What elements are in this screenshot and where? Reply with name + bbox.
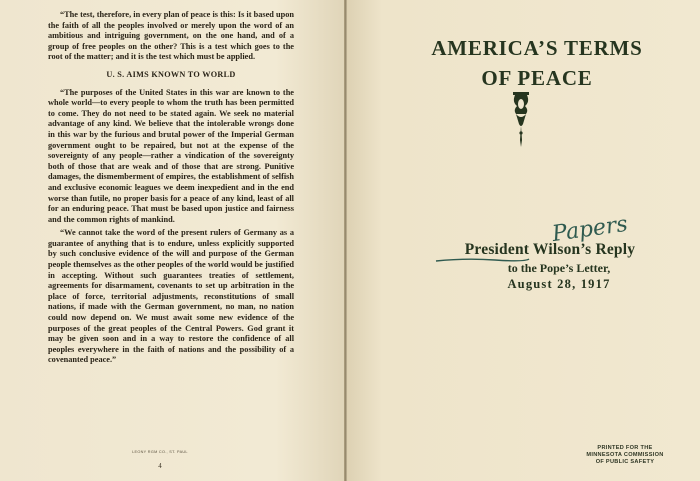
section-heading: U. S. AIMS KNOWN TO WORLD bbox=[106, 69, 236, 79]
paragraph-purposes: “The purposes of the United States in this war are known to the whole world—to every people to whom the truth has been permitted to come. They do not need to be stated again. We seek no material advantage of any kind. We believe that the intolerable wrongs done in this war by the furious and brutal power of the Imperial German government ought to be repaired, but not at the expense of the sovereignty of any people—rather a vindication of the sovereignty both of those that are weak and of those that are strong. Punitive damages, the dismemberment of empires, the establishment of selfish and exclusive economic leagues we deem inexpedient and in the end worse than futile, no proper basis for a peace of any kind, least of all for an enduring peace. That must be based upon justice and fairness and the common rights of mankind. bbox=[48, 87, 294, 224]
cover-title-line1: AMERICA’S TERMS bbox=[431, 36, 643, 60]
letter-text-column bbox=[48, 10, 294, 369]
subtitle-date: August 28, 1917 bbox=[507, 277, 611, 291]
handwritten-note-text: Papers bbox=[550, 211, 630, 248]
left-page bbox=[0, 0, 344, 481]
subtitle-line2: to the Pope’s Letter, bbox=[507, 261, 611, 275]
publisher-line2: MINNESOTA COMMISSION bbox=[586, 452, 664, 458]
publisher-line3: OF PUBLIC SAFETY bbox=[595, 459, 655, 465]
pencil-underline bbox=[435, 257, 530, 263]
subtitle-block bbox=[435, 240, 665, 293]
printer-mark: LEONY RGM CO., ST. PAUL bbox=[132, 450, 188, 454]
page-number: 4 bbox=[158, 462, 162, 470]
cover-page bbox=[347, 0, 700, 481]
publisher-imprint bbox=[575, 445, 675, 466]
cover-title bbox=[407, 33, 667, 93]
cover-title-line2: OF PEACE bbox=[481, 66, 593, 90]
paragraph-test-of-peace: “The test, therefore, in every plan of peace is this: Is it based upon the faith of all the peoples involved or merely upon the word of an ambitious and intriguing government, on the one hand, and of a group of free peoples on the other? This is a test which goes to the root of the matter; and it is the test which must be applied. bbox=[48, 10, 294, 62]
subtitle-line1: President Wilson’s Reply bbox=[464, 241, 636, 258]
ornament-icon bbox=[510, 90, 532, 148]
publisher-line1: PRINTED FOR THE bbox=[597, 445, 653, 451]
paragraph-guarantees: “We cannot take the word of the present rulers of Germany as a guarantee of anything that is to endure, unless explicitly supported by such conclusive evidence of the will and purpose of the German people themselves as the other peoples of the world would be justified in accepting. Without such guarantees treaties of settlement, agreements for disarmament, covenants to set up arbitration in the place of force, territorial adjustments, reconstitutions of small nations, if made with the German government, no man, no nation could now depend on. We must await some new evidence of the purposes of the great peoples of the Central Powers. God grant it may be given soon and in a way to restore the confidence of all peoples everywhere in the faith of nations and the possibility of a covenanted peace.” bbox=[48, 228, 294, 365]
